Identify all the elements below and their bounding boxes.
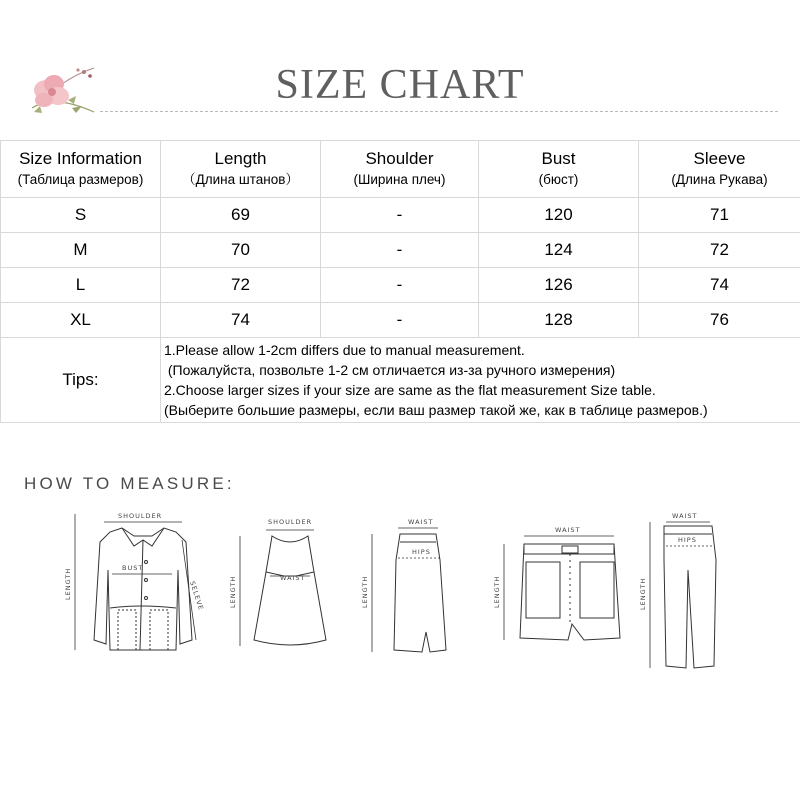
cell-length: 74 — [161, 303, 321, 338]
label-bust: BUST — [122, 564, 144, 572]
cell-sleeve: 76 — [639, 303, 800, 338]
title-divider — [100, 111, 778, 112]
cell-length: 72 — [161, 268, 321, 303]
measurement-illustrations — [0, 500, 800, 700]
cell-shoulder: - — [321, 233, 479, 268]
label-waist: WAIST — [672, 512, 698, 520]
label-waist: WAIST — [555, 526, 581, 534]
cell-shoulder: - — [321, 303, 479, 338]
table-row — [1, 303, 800, 338]
shorts-illustration-icon — [504, 536, 620, 640]
tips-row — [1, 338, 800, 423]
cell-sleeve: 72 — [639, 233, 800, 268]
label-length: LENGTH — [493, 575, 501, 608]
label-length: LENGTH — [229, 575, 237, 608]
tip-line: 2.Choose larger sizes if your size are same as the flat measurement Size table. — [164, 382, 656, 398]
size-table — [0, 140, 800, 423]
cell-bust: 126 — [479, 268, 639, 303]
cell-size: L — [1, 268, 161, 303]
label-hips: HIPS — [412, 548, 431, 556]
label-hips: HIPS — [678, 536, 697, 544]
tip-line: (Пожалуйста, позвольте 1-2 см отличается из-за ручного измерения) — [164, 362, 616, 378]
jacket-illustration-icon — [75, 514, 196, 650]
cell-shoulder: - — [321, 198, 479, 233]
cell-size: M — [1, 233, 161, 268]
how-to-measure-heading: HOW TO MEASURE: — [24, 474, 235, 493]
table-row — [1, 198, 800, 233]
label-waist: WAIST — [280, 574, 306, 582]
cell-bust: 120 — [479, 198, 639, 233]
table-row — [1, 268, 800, 303]
cell-length: 69 — [161, 198, 321, 233]
header-length: Length （Длина штанов） — [161, 141, 321, 198]
header-size-info: Size Information (Таблица размеров) — [1, 141, 161, 198]
label-shoulder: SHOULDER — [268, 518, 313, 526]
label-waist: WAIST — [408, 518, 434, 526]
cell-sleeve: 71 — [639, 198, 800, 233]
header-shoulder: Shoulder (Ширина плеч) — [321, 141, 479, 198]
tip-line: 1.Please allow 1-2cm differs due to manual measurement. — [164, 342, 525, 358]
cell-bust: 128 — [479, 303, 639, 338]
cell-size: S — [1, 198, 161, 233]
label-length: LENGTH — [361, 575, 369, 608]
cell-size: XL — [1, 303, 161, 338]
table-header-row — [1, 141, 800, 198]
label-sleeve: SELEVE — [188, 580, 206, 612]
table-row — [1, 233, 800, 268]
cell-shoulder: - — [321, 268, 479, 303]
header-bust: Bust (бюст) — [479, 141, 639, 198]
page-title: SIZE CHART — [275, 62, 525, 108]
cell-sleeve: 74 — [639, 268, 800, 303]
cell-bust: 124 — [479, 233, 639, 268]
label-shoulder: SHOULDER — [118, 512, 163, 520]
tips-text — [161, 338, 800, 423]
label-length: LENGTH — [639, 577, 647, 610]
header-sleeve: Sleeve (Длина Рукава) — [639, 141, 800, 198]
label-length: LENGTH — [64, 567, 72, 600]
tip-line: (Выберите большие размеры, если ваш размер такой же, как в таблице размеров.) — [164, 402, 708, 418]
tips-label: Tips: — [1, 338, 161, 423]
skirt-illustration-icon — [372, 528, 446, 652]
cell-length: 70 — [161, 233, 321, 268]
dress-illustration-icon — [240, 530, 326, 646]
header — [0, 0, 800, 130]
